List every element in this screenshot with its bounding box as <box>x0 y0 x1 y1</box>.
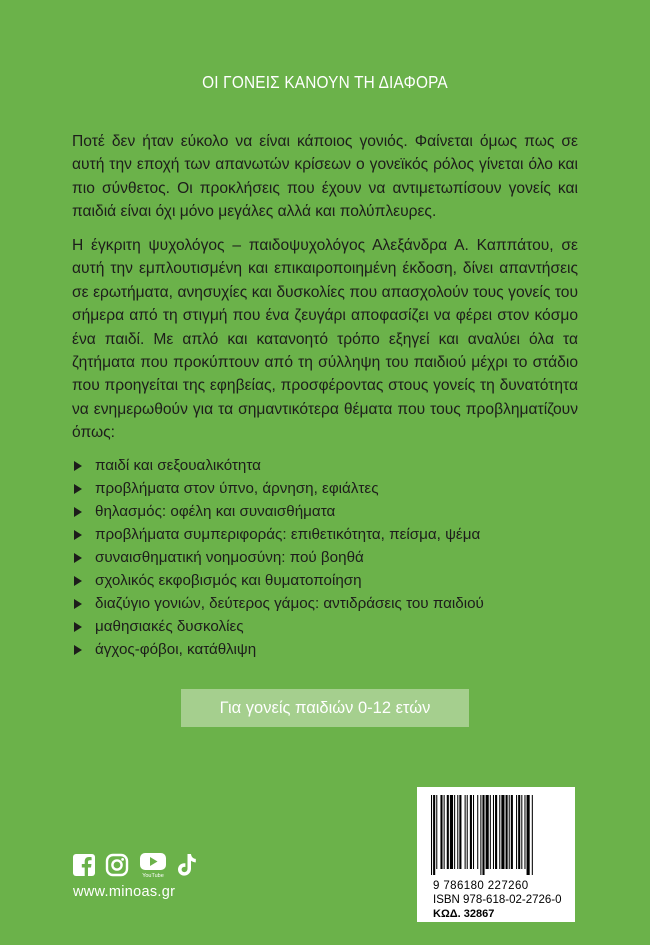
social-icons <box>73 852 197 882</box>
instagram-icon[interactable] <box>105 853 129 882</box>
facebook-icon[interactable] <box>73 854 95 881</box>
triangle-bullet-icon <box>74 576 82 586</box>
triangle-bullet-icon <box>74 553 82 563</box>
barcode-icon <box>427 795 565 879</box>
triangle-bullet-icon <box>74 461 82 471</box>
list-item: θηλασμός: οφέλη και συναισθήματα <box>72 500 592 523</box>
list-item: άγχος-φόβοι, κατάθλιψη <box>72 638 592 661</box>
age-range-badge: Για γονείς παιδιών 0-12 ετών <box>181 689 469 727</box>
triangle-bullet-icon <box>74 599 82 609</box>
triangle-bullet-icon <box>74 530 82 540</box>
list-item: παιδί και σεξουαλικότητα <box>72 454 592 477</box>
youtube-icon[interactable] <box>139 852 167 883</box>
triangle-bullet-icon <box>74 622 82 632</box>
youtube-caption: YouTube <box>142 872 164 878</box>
barcode-panel <box>417 787 575 922</box>
book-title: ΟΙ ΓΟΝΕΙΣ ΚΑΝΟΥΝ ΤΗ ΔΙΑΦΟΡΑ <box>202 72 448 92</box>
description-paragraph: Η έγκριτη ψυχολόγος – παιδοψυχολόγος Αλεξάνδρα Α. Καππάτου, σε αυτή την εμπλουτισμένη και επικαιροποιημένη έκδοση, δίνει απαντήσεις σε ερωτήματα, ανησυχίες και δυσκολίες που απασχολούν τους γονείς του σήμερα από τη στιγμή που ένα ζευγάρι αποφασίζει να φέρει στον κόσμο ένα παιδί. Με απλό και κατανοητό τρόπο εξηγεί και αναλύει όλα τα ζητήματα που προκύπτουν από τη σύλληψη του παιδιού μέχρι το στάδιο που προηγείται της εφηβείας, προσφέροντας στους γονείς τη δυνατότητα να ενημερωθούν για τα σημαντικότερα θέματα που τους προβληματίζουν όπως: <box>72 237 578 442</box>
list-item: προβλήματα συμπεριφοράς: επιθετικότητα, πείσμα, ψέμα <box>72 523 592 546</box>
triangle-bullet-icon <box>74 507 82 517</box>
website-link[interactable]: www.minoas.gr <box>73 884 176 900</box>
list-item: προβλήματα στον ύπνο, άρνηση, εφιάλτες <box>72 477 592 500</box>
list-item: διαζύγιο γονιών, δεύτερος γάμος: αντιδράσεις του παιδιού <box>72 592 592 615</box>
triangle-bullet-icon <box>74 645 82 655</box>
isbn-text: ISBN 978-618-02-2726-0 <box>433 894 562 906</box>
topics-list <box>72 454 592 661</box>
list-item: συναισθηματική νοημοσύνη: πού βοηθά <box>72 546 592 569</box>
list-item: σχολικός εκφοβισμός και θυματοποίηση <box>72 569 592 592</box>
barcode-number: 9 786180 227260 <box>433 880 529 892</box>
product-code: ΚΩΔ. 32867 <box>433 908 495 920</box>
tiktok-icon[interactable] <box>177 853 197 882</box>
intro-paragraph: Ποτέ δεν ήταν εύκολο να είναι κάποιος γονιός. Φαίνεται όμως πως σε αυτή την εποχή των απανωτών κρίσεων ο γονεϊκός ρόλος γίνεται όλο και πιο σύνθετος. Οι προκλήσεις που έχουν να αντιμετωπίσουν γονείς και παιδιά είναι όχι μόνο μεγάλες αλλά και πολύπλευρες. <box>72 133 578 221</box>
list-item: μαθησιακές δυσκολίες <box>72 615 592 638</box>
triangle-bullet-icon <box>74 484 82 494</box>
